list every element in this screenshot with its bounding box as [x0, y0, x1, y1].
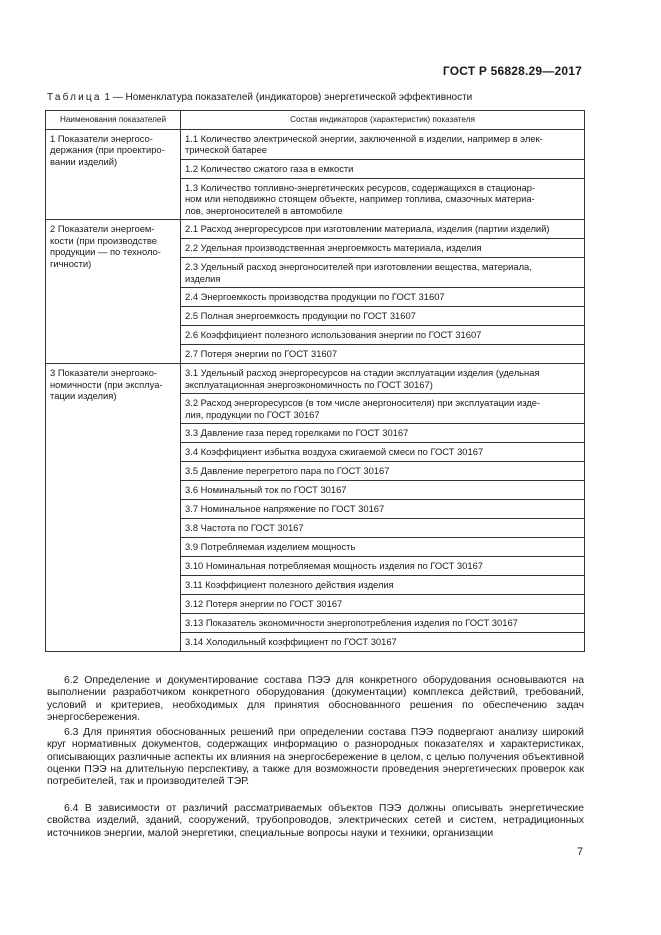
- indicator-cell: 2.4 Энергоемкость производства продукции по ГОСТ 31607: [181, 288, 585, 307]
- indicator-cell: 3.9 Потребляемая изделием мощность: [181, 538, 585, 557]
- indicator-cell: 3.6 Номинальный ток по ГОСТ 30167: [181, 481, 585, 500]
- column-header: Состав индикаторов (характеристик) показателя: [181, 111, 585, 130]
- paragraph-6-4: 6.4 В зависимости от различий рассматриваемых объектов ПЭЭ должны описывать энергетические свойства изделий, зданий, сооружений, трубопроводов, электрических сетей и систем, нетрадиционных источников энергии, малой энергетики, специальные вопросы науки и техники, организации: [47, 803, 584, 839]
- indicator-group-name: 3 Показатели энергоэко- номичности (при эксплуа- тации изделия): [46, 364, 181, 652]
- indicator-cell: 3.14 Холодильный коэффициент по ГОСТ 30167: [181, 633, 585, 652]
- paragraph-6-3: 6.3 Для принятия обоснованных решений при определении состава ПЭЭ подвергают анализу широкий круг нормативных документов, содержащих информацию о разнородных показателях и характеристиках, описывающих различные аспекты их влияния на энергосбережение в целом, с целью получения объективной оценки ПЭЭ на длительную перспективу, а также для возможности проведения энергетических проверок как потребителей, так и производителей ТЭР.: [47, 727, 584, 788]
- table-caption-text: 1 — Номенклатура показателей (индикаторов) энергетической эффективности: [101, 92, 473, 103]
- table-row: [46, 364, 585, 394]
- page-number: 7: [577, 846, 584, 858]
- indicator-cell: 3.1 Удельный расход энергоресурсов на стадии эксплуатации изделия (удельная эксплуатационная энергоэкономичность по ГОСТ 30167): [181, 364, 585, 394]
- indicator-cell: 2.6 Коэффициент полезного использования энергии по ГОСТ 31607: [181, 326, 585, 345]
- indicator-cell: 1.2 Количество сжатого газа в емкости: [181, 159, 585, 178]
- table-row: [46, 129, 585, 159]
- indicator-cell: 3.7 Номинальное напряжение по ГОСТ 30167: [181, 500, 585, 519]
- indicator-cell: 3.2 Расход энергоресурсов (в том числе энергоносителя) при эксплуатации изде- лия, продукции по ГОСТ 30167: [181, 394, 585, 424]
- column-header: Наименования показателей: [46, 111, 181, 130]
- indicator-cell: 2.2 Удельная производственная энергоемкость материала, изделия: [181, 239, 585, 258]
- indicator-group-name: 2 Показатели энергоем- кости (при производстве продукции — по техноло- гичности): [46, 220, 181, 364]
- indicator-cell: 3.10 Номинальная потребляемая мощность изделия по ГОСТ 30167: [181, 557, 585, 576]
- indicator-cell: 3.5 Давление перегретого пара по ГОСТ 30167: [181, 462, 585, 481]
- table-header-row: [46, 111, 585, 130]
- table-caption-word: Таблица: [47, 92, 102, 103]
- indicator-cell: 3.11 Коэффициент полезного действия изделия: [181, 576, 585, 595]
- indicator-cell: 1.3 Количество топливно-энергетических ресурсов, содержащихся в стационар- ном или неподвижно стоящем объекте, например топлива, смазочных материа- лов, энергоносителей в автомобиле: [181, 178, 585, 220]
- document-id-header: ГОСТ Р 56828.29—2017: [442, 64, 582, 78]
- indicators-table: [45, 110, 585, 652]
- indicator-cell: 3.8 Частота по ГОСТ 30167: [181, 519, 585, 538]
- indicator-cell: 1.1 Количество электрической энергии, заключенной в изделии, например в элек- трической батарее: [181, 129, 585, 159]
- indicator-cell: 3.13 Показатель экономичности энергопотребления изделия по ГОСТ 30167: [181, 614, 585, 633]
- table-row: [46, 220, 585, 239]
- indicator-cell: 2.3 Удельный расход энергоносителей при изготовлении вещества, материала, изделия: [181, 258, 585, 288]
- indicator-cell: 3.12 Потеря энергии по ГОСТ 30167: [181, 595, 585, 614]
- indicator-cell: 2.7 Потеря энергии по ГОСТ 31607: [181, 345, 585, 364]
- indicator-cell: 2.1 Расход энергоресурсов при изготовлении материала, изделия (партии изделий): [181, 220, 585, 239]
- indicator-cell: 2.5 Полная энергоемкость продукции по ГОСТ 31607: [181, 307, 585, 326]
- table-caption: [47, 92, 472, 103]
- indicator-cell: 3.3 Давление газа перед горелками по ГОСТ 30167: [181, 424, 585, 443]
- indicator-cell: 3.4 Коэффициент избытка воздуха сжигаемой смеси по ГОСТ 30167: [181, 443, 585, 462]
- paragraph-6-2: 6.2 Определение и документирование состава ПЭЭ для конкретного оборудования основываются на выполнении разработчиком конкретного оборудования (документации) комплекса действий, требований, условий и критериев, необходимых для принятия обоснованного решения по обеспечению задач энергосбережения.: [47, 675, 584, 723]
- indicator-group-name: 1 Показатели энергосо- держания (при проектиро- вании изделий): [46, 129, 181, 220]
